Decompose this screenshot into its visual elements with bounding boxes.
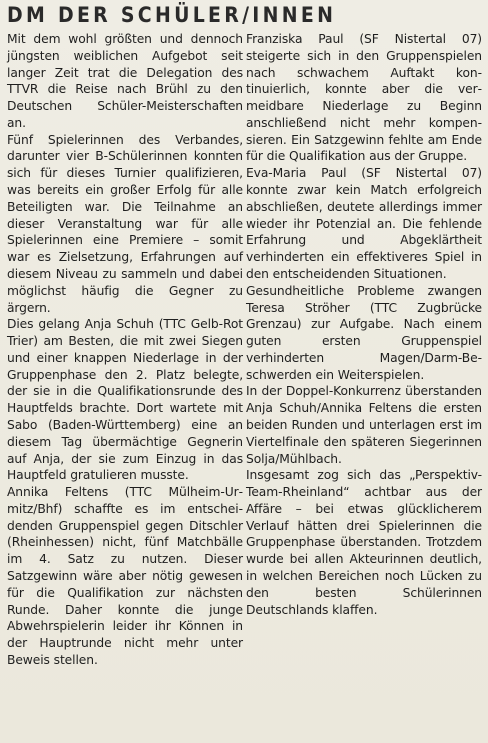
paragraph-annika-feltens: Annika Feltens (TTC Mülheim-Urmitz/Bhf) schaffte es im entscheidenden Gruppenspiel gegen Ditschler (Rheinhessen) nicht, fünf Matchbälle im 4. Satz zu nutzen. Dieser Satzgewinn wäre aber nötig gewesen für die Qualifikation zur nächsten Runde. Daher konnte die junge Abwehrspielerin leider ihr Können in der Hauptrunde nicht mehr unter Beweis stellen. (7, 485, 243, 667)
paragraph-doppel: In der Doppel-Konkurrenz überstanden Anja Schuh/Annika Feltens die ersten beiden Runden und unterlagen erst im Viertelfinale den späteren Siegerinnen Solja/Mühlbach. (246, 384, 482, 466)
left-column (7, 31, 243, 669)
paragraph-fazit: Insgesamt zog sich das „Perspektiv-Team-Rheinland“ achtbar aus der Affäre – bei etwas glücklicherem Verlauf hätten drei Spielerinnen die Gruppenphase überstanden. Trotzdem wurde bei allen Akteurinnen deutlich, in welchen Bereichen noch Lücken zu den besten Schülerinnen Deutschlands klaffen. (246, 468, 482, 617)
article-columns (7, 31, 482, 669)
paragraph-teresa-stroeher: Gesundheitliche Probleme zwangen Teresa Ströher (TTC Zugbrücke Grenzau) zur Aufgabe. Nach einem guten ersten Gruppenspiel verhinderten Magen/Darm-Beschwerden ein Weiterspielen. (246, 283, 482, 382)
paragraph-anja-schuh: Dies gelang Anja Schuh (TTC Gelb-Rot Trier) am Besten, die mit zwei Siegen und einer knappen Niederlage in der Gruppenphase den 2. Platz belegte, der sie in die Qualifikationsrunde des Hauptfelds brachte. Dort wartete mit Sabo (Baden-Württemberg) eine an diesem Tag übermächtige Gegnerin auf Anja, der sie zum Einzug in das Hauptfeld gratulieren musste. (7, 317, 243, 483)
paragraph-eva-maria-paul: Eva-Maria Paul (SF Nistertal 07) konnte zwar kein Match erfolgreich abschließen, deutete allerdings immer wieder ihr Potenzial an. Die fehlende Erfahrung und Abgeklärtheit verhinderten ein effektiveres Spiel in den entscheidenden Situationen. (246, 166, 482, 281)
paragraph-franziska-paul: Franziska Paul (SF Nistertal 07) steigerte sich in den Gruppenspielen nach schwachem Auftakt kontinuierlich, konnte aber die vermeidbare Niederlage zu Beginn anschließend nicht mehr kompensieren. Ein Satzgewinn fehlte am Ende für die Qualifikation aus der Gruppe. (246, 32, 482, 164)
right-column (246, 31, 482, 669)
headline: DM DER SCHÜLER/INNEN (7, 3, 337, 27)
paragraph-delegation: Mit dem wohl größten und dennoch jüngsten weiblichen Aufgebot seit langer Zeit trat die Delegation des TTVR die Reise nach Brühl zu den Deutschen Schüler-Meisterschaften an. (7, 32, 243, 130)
paragraph-qualification: Fünf Spielerinnen des Verbandes, darunter vier B-Schülerinnen konnten sich für dieses Turnier qualifizieren, was bereits ein großer Erfolg für alle Beteiligten war. Die Teilnahme an dieser Veranstaltung war für alle Spielerinnen eine Premiere – somit war es Zielsetzung, Erfahrungen auf diesem Niveau zu sammeln und dabei möglichst häufig die Gegner zu ärgern. (7, 132, 243, 315)
